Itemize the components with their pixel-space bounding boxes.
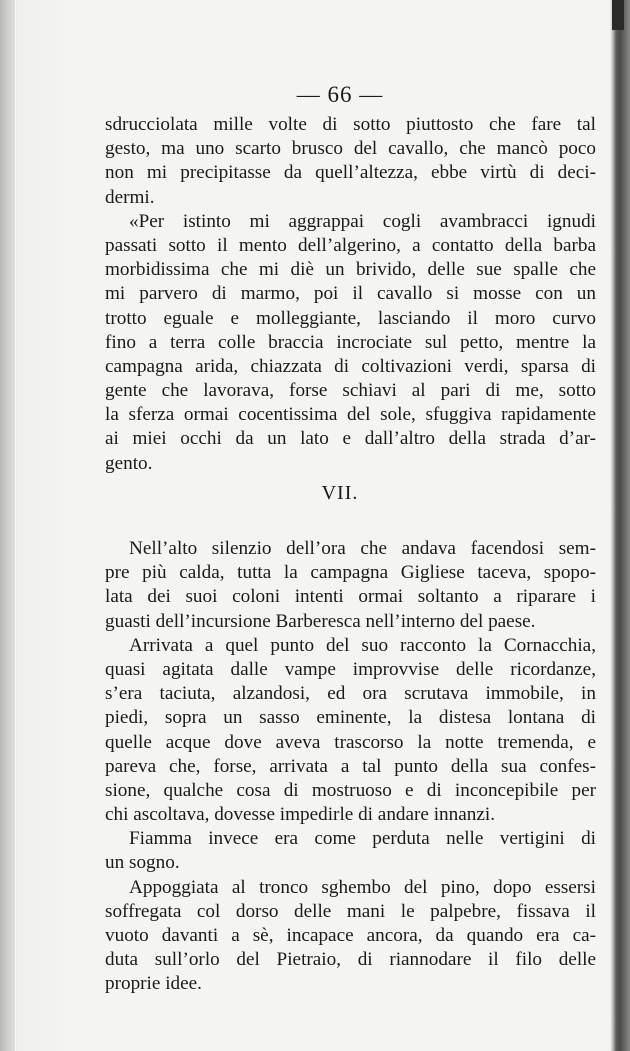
text-line: piedi, sopra un sasso eminente, la distesa lontana di [105,707,596,729]
text-line: s’era taciuta, alzandosi, ed ora scrutava immobile, in [105,683,596,705]
text-line: fino a terra colle braccia incrociate sul petto, mentre la [105,331,596,353]
text-line: Fiamma invece era come perduta nelle vertigini di [129,828,596,850]
text-line: dermi. [105,186,155,208]
text-line: «Per istinto mi aggrappai cogli avambracci ignudi [129,210,596,232]
paragraph [105,634,596,828]
text-line: pareva che, forse, arrivata a tal punto della sua confes- [105,755,596,777]
text-line: passati sotto il mento dell’algerino, a contatto della barba [105,234,596,256]
text-line: vuoto davanti a sè, incapace ancora, da quando era ca- [105,925,596,946]
text-line: Arrivata a quel punto del suo racconto la Cornacchia, [129,634,596,656]
text-line: guasti dell’incursione Barberesca nell’interno del paese. [105,610,536,632]
text-line: mi parvero di marmo, poi il cavallo si mosse con un [105,283,596,305]
scan-left-margin-shadow [0,0,70,1051]
text-line: duta sull’orlo del Pietraio, di riannodare il filo delle [105,949,596,971]
text-line: quasi agitata dalle vampe improvvise delle ricordanze, [105,658,596,680]
paragraph [105,537,596,634]
scan-left-edge-line [15,0,16,1051]
text-line: non mi precipitasse da quell’altezza, ebbe virtù di deci- [105,162,596,184]
paragraph [105,113,596,210]
text-line: campagna arida, chiazzata di coltivazioni verdi, sparsa di [105,355,596,377]
text-line: gente che lavorava, forse schiavi al pari di me, sotto [105,380,596,402]
text-line: Nell’alto silenzio dell’ora che andava facendosi sem- [129,538,596,559]
text-line: sione, qualche cosa di mostruoso e di inconcepibile per [105,779,596,801]
paragraph [105,827,596,875]
text-line: ai miei occhi da un lato e dall’altro della strada d’ar- [105,428,596,450]
text-block-before-chapter [105,113,596,476]
text-line: pre più calda, tutta la campagna Gigliese taceva, spopo- [105,562,596,584]
text-line: chi ascoltava, dovesse impedirle di andare innanzi. [105,804,495,826]
paragraph [105,876,596,997]
text-line: sdrucciolata mille volte di sotto piuttosto che fare tal [105,114,596,135]
text-line: morbidissima che mi diè un brivido, delle sue spalle che [105,259,596,281]
text-line: lata dei suoi coloni intenti ormai soltanto a riparare i [105,586,596,608]
text-line: quelle acque dove aveva trascorso la notte tremenda, e [105,731,596,753]
text-line: gesto, ma uno scarto brusco del cavallo, che mancò poco [105,138,596,160]
text-line: un sogno. [105,852,180,874]
text-line: gento. [105,452,153,474]
text-line: soffregata col dorso delle mani le palpebre, fissava il [105,900,596,922]
chapter-heading: VII. [321,482,359,504]
paragraph [105,210,596,476]
text-line: trotto eguale e molleggiante, lasciando il moro curvo [105,307,596,329]
scan-right-top-dark-edge [612,0,624,30]
page-number: — 66 — [296,82,384,107]
text-line: la sferza ormai cocentissima del sole, sfuggiva rapidamente [105,404,596,426]
scan-right-binding-shadow [610,0,630,1051]
text-line: Appoggiata al tronco sghembo del pino, dopo essersi [129,876,596,898]
text-line: proprie idee. [105,973,202,995]
text-block-chapter-body [105,537,596,997]
